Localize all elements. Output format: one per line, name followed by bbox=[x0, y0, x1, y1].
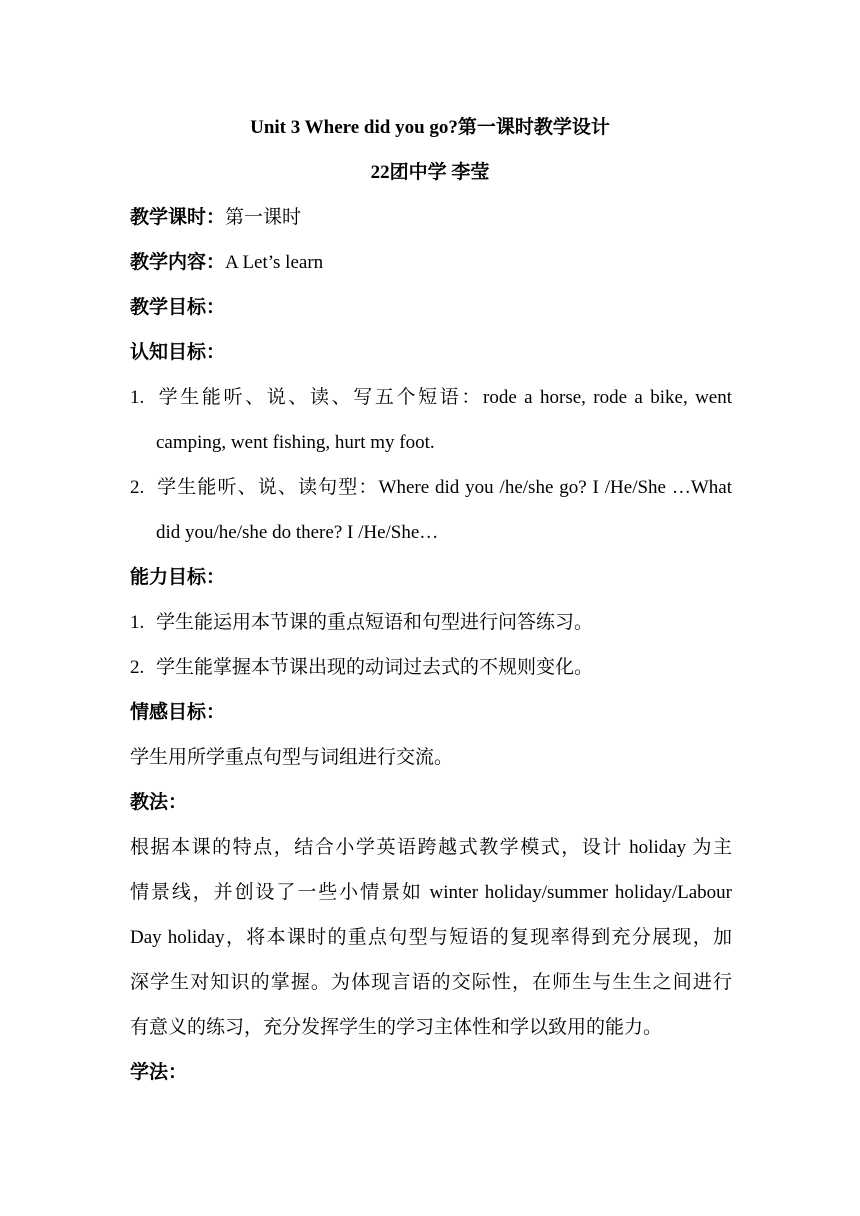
method-line-5: 有意义的练习，充分发挥学生的学习主体性和学以致用的能力。 bbox=[130, 1017, 663, 1038]
method-line-2: 情景线，并创设了一些小情景如 winter holiday/summer holiday/Labour bbox=[130, 882, 732, 903]
method-heading: 教法： bbox=[130, 792, 188, 813]
list-number: 2. bbox=[130, 657, 145, 678]
content-value: A Let’s learn bbox=[225, 252, 324, 273]
ability-heading: 能力目标： bbox=[130, 567, 226, 588]
study-heading: 学法： bbox=[130, 1062, 188, 1083]
goals-heading: 教学目标： bbox=[130, 297, 226, 318]
lesson-row bbox=[130, 206, 732, 230]
cognitive-item-1-line2: camping, went fishing, hurt my foot. bbox=[156, 432, 435, 453]
document-author: 22团中学 李莹 bbox=[370, 162, 490, 183]
cognitive-heading: 认知目标： bbox=[130, 342, 226, 363]
cognitive-item-2 bbox=[130, 476, 732, 500]
ability-item-2-text: 学生能掌握本节课出现的动词过去式的不规则变化。 bbox=[156, 657, 594, 678]
method-line-4: 深学生对知识的掌握。为体现言语的交际性，在师生与生生之间进行 bbox=[130, 972, 732, 993]
method-line-1: 根据本课的特点，结合小学英语跨越式教学模式，设计 holiday 为主 bbox=[130, 837, 732, 858]
document-title: Unit 3 Where did you go?第一课时教学设计 bbox=[250, 117, 610, 138]
ability-item-1 bbox=[130, 611, 732, 635]
lesson-label: 教学课时： bbox=[130, 207, 226, 228]
method-line-3: Day holiday，将本课时的重点句型与短语的复现率得到充分展现，加 bbox=[130, 927, 732, 948]
cognitive-item-2-line2: did you/he/she do there? I /He/She… bbox=[156, 522, 439, 543]
ability-item-2 bbox=[130, 656, 732, 680]
list-number: 1. bbox=[130, 387, 145, 408]
content-row bbox=[130, 251, 732, 275]
content-label: 教学内容： bbox=[130, 252, 226, 273]
emotion-text: 学生用所学重点句型与词组进行交流。 bbox=[130, 747, 454, 768]
list-number: 1. bbox=[130, 612, 145, 633]
ability-item-1-text: 学生能运用本节课的重点短语和句型进行问答练习。 bbox=[156, 612, 594, 633]
cognitive-item-2-line1: 学生能听、说、读句型：Where did you /he/she go? I /He/She …What bbox=[156, 477, 732, 498]
emotion-heading: 情感目标： bbox=[130, 702, 226, 723]
cognitive-item-1 bbox=[130, 386, 732, 410]
cognitive-item-1-line1: 学生能听、说、读、写五个短语：rode a horse, rode a bike, went bbox=[156, 387, 732, 408]
lesson-value: 第一课时 bbox=[225, 207, 302, 228]
list-number: 2. bbox=[130, 477, 145, 498]
